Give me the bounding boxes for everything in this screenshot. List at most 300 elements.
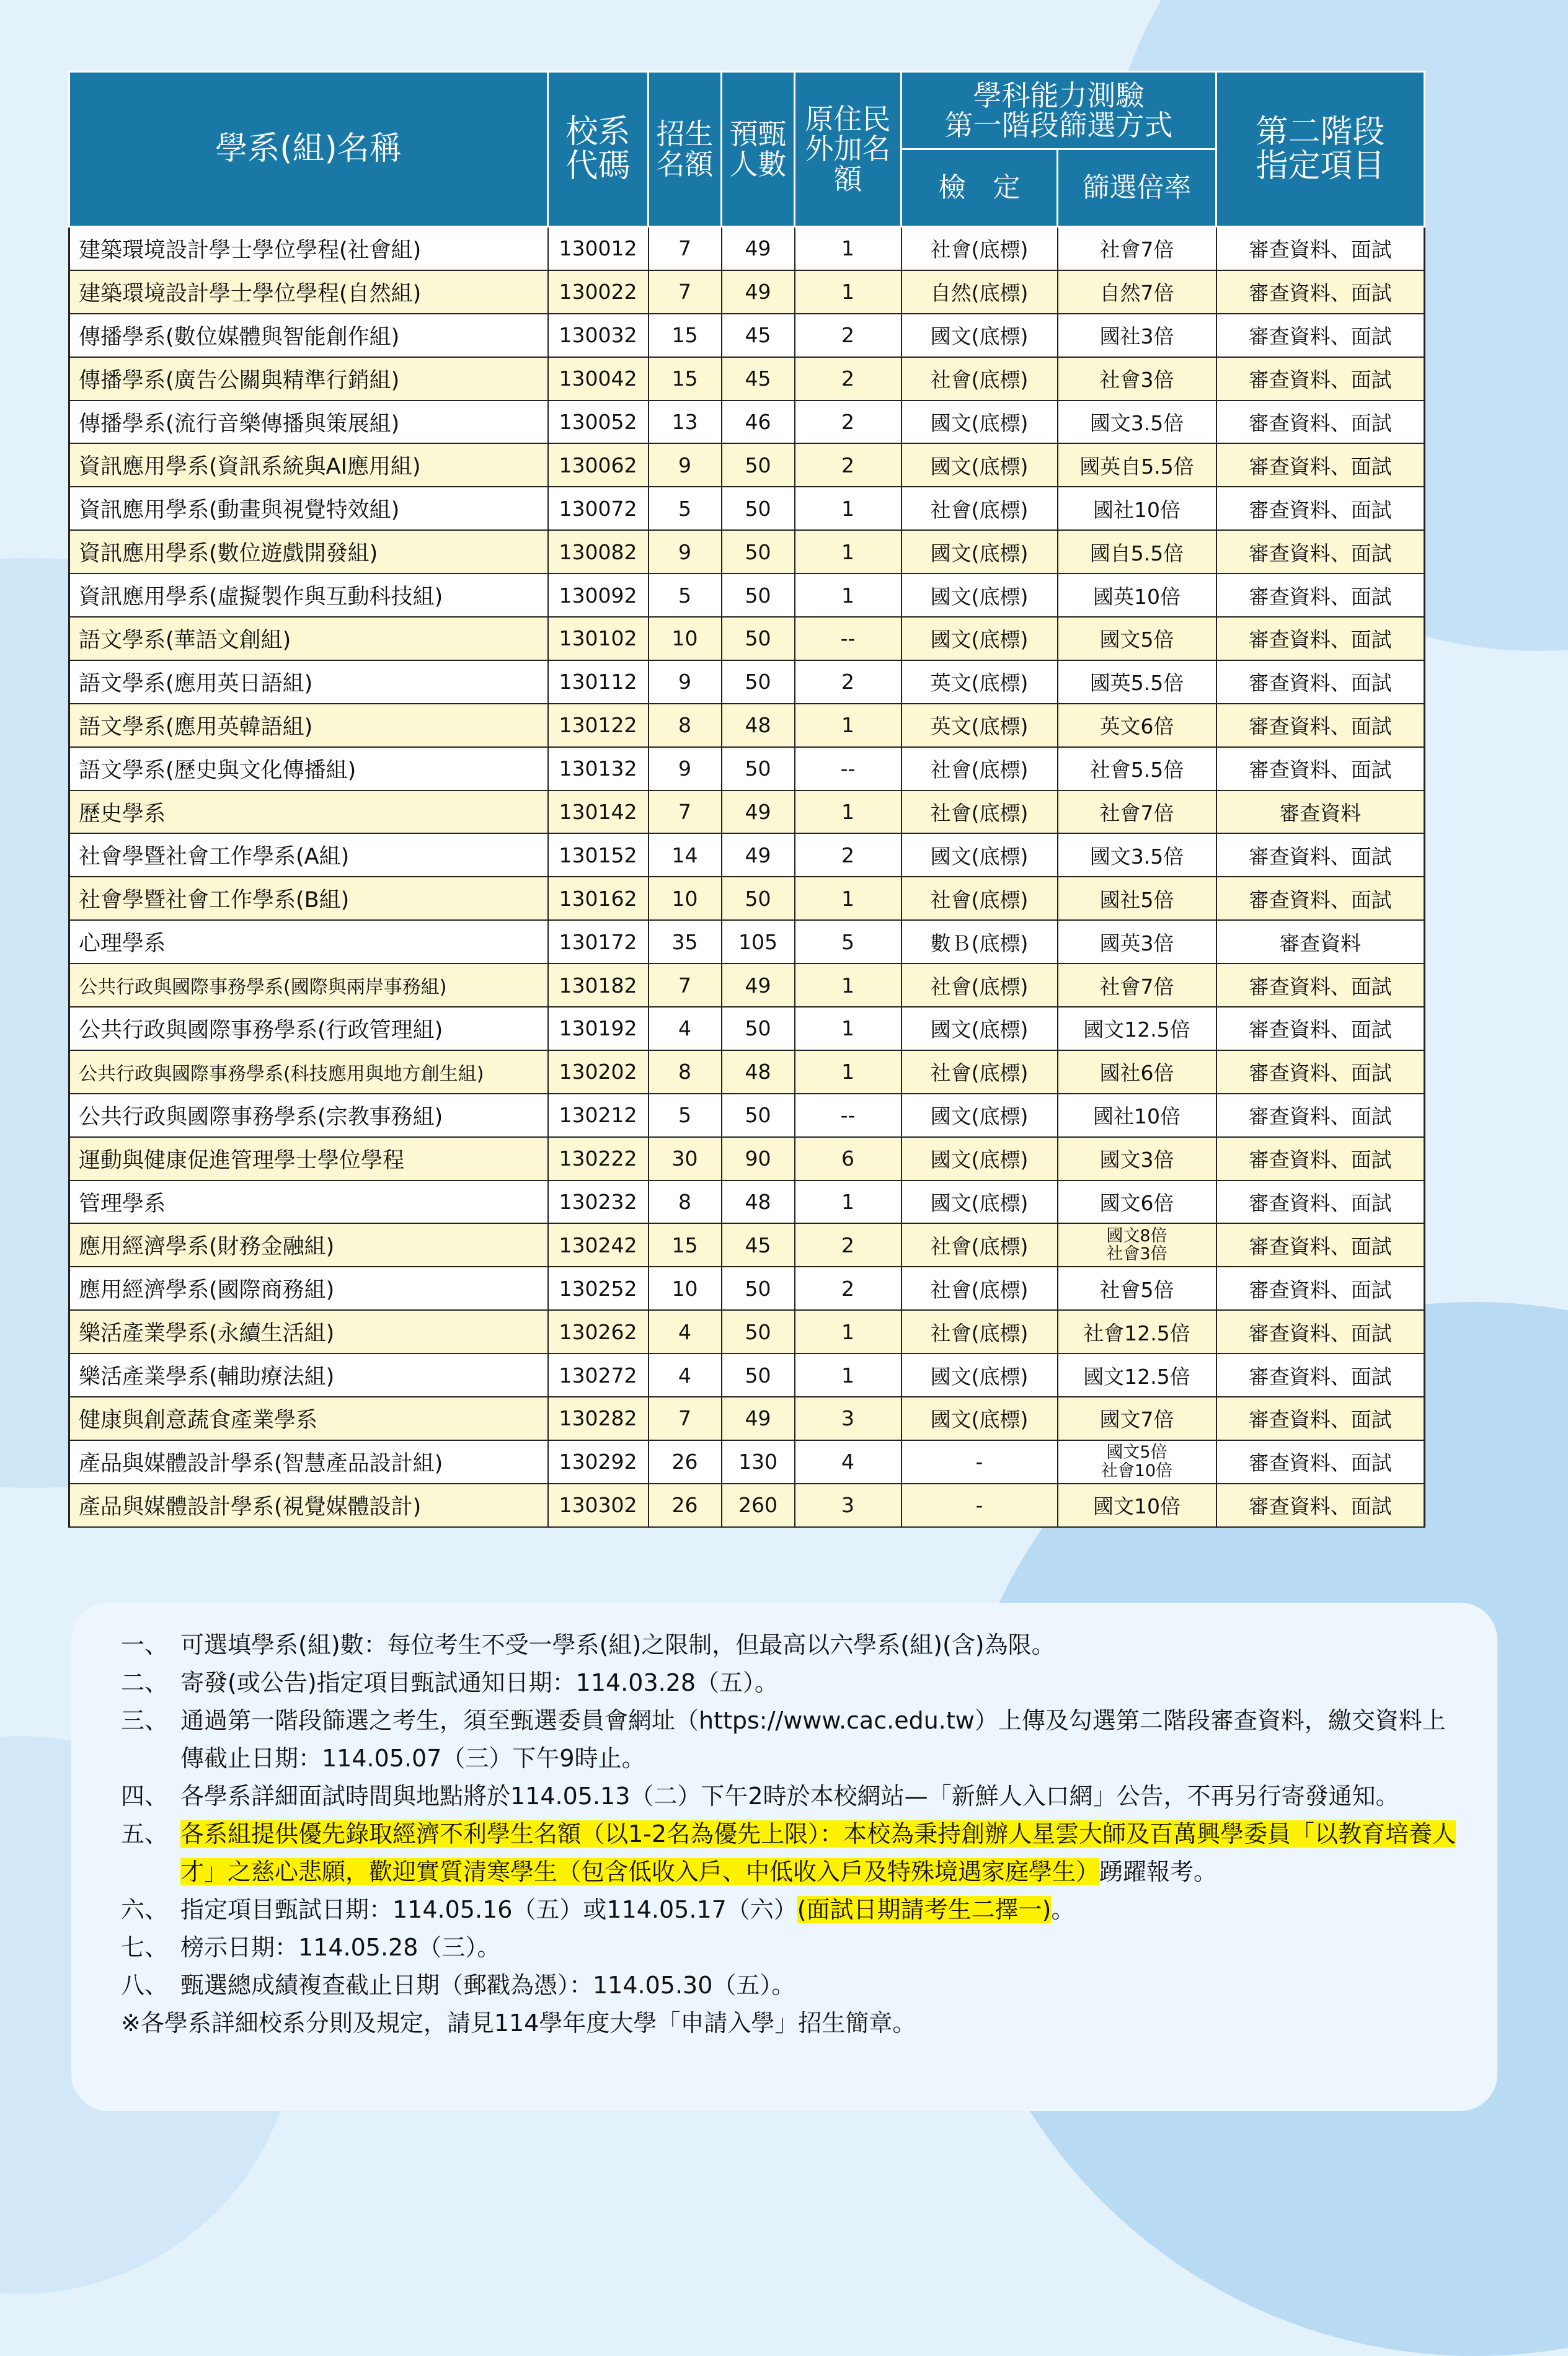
dept-name-cell: 歷史學系 — [69, 790, 548, 834]
multiplier-cell: 國英10倍 — [1058, 574, 1216, 617]
stage2-cell: 審查資料、面試 — [1216, 704, 1425, 747]
dept-name-cell: 心理學系 — [69, 920, 548, 963]
header-multiplier: 篩選倍率 — [1058, 149, 1216, 227]
dept-name-cell: 健康與創意蔬食產業學系 — [69, 1397, 548, 1440]
header-check: 檢 定 — [901, 149, 1058, 227]
expected-cell: 45 — [722, 1223, 795, 1267]
header-indigenous: 原住民 外加名額 — [795, 72, 901, 227]
code-cell: 130172 — [548, 920, 649, 963]
code-cell: 130162 — [548, 877, 649, 920]
note-highlight: 各系組提供優先錄取經濟不利學生名額（以1-2名為優先上限）：本校為秉持創辦人星雲大師及百萬興學委員「以教育培養人才」之慈心悲願，歡迎實質清寒學生（包含低收入戶、中低收入戶及特殊境遇家庭學生） — [180, 1820, 1456, 1885]
indigenous-cell: 2 — [795, 660, 901, 704]
header-gsat: 學科能力測驗 第一階段篩選方式 — [901, 72, 1216, 149]
note-text-part: 踴躍報考。 — [1099, 1858, 1218, 1885]
multiplier-cell: 自然7倍 — [1058, 270, 1216, 314]
code-cell: 130032 — [548, 314, 649, 357]
quota-cell: 15 — [649, 357, 722, 401]
indigenous-cell: 1 — [795, 1180, 901, 1224]
code-cell: 130062 — [548, 443, 649, 487]
header-quota: 招生 名額 — [649, 72, 722, 227]
dept-name-cell: 公共行政與國際事務學系(國際與兩岸事務組) — [69, 963, 548, 1007]
code-cell: 130022 — [548, 270, 649, 314]
check-cell: 國文(底標) — [901, 833, 1058, 877]
multiplier-cell: 國社5倍 — [1058, 877, 1216, 920]
table-row — [69, 617, 1425, 660]
multiplier-cell: 國文10倍 — [1058, 1484, 1216, 1527]
stage2-cell: 審查資料、面試 — [1216, 617, 1425, 660]
indigenous-cell: 1 — [795, 574, 901, 617]
dept-name-cell: 應用經濟學系(國際商務組) — [69, 1267, 548, 1310]
code-cell: 130212 — [548, 1094, 649, 1137]
code-cell: 130042 — [548, 357, 649, 401]
check-cell: 社會(底標) — [901, 1223, 1058, 1267]
indigenous-cell: 1 — [795, 704, 901, 747]
check-cell: 社會(底標) — [901, 227, 1058, 270]
table-row — [69, 747, 1425, 790]
code-cell: 130132 — [548, 747, 649, 790]
expected-cell: 50 — [722, 1310, 795, 1353]
multiplier-cell: 國文8倍 社會3倍 — [1058, 1223, 1216, 1267]
dept-name-cell: 傳播學系(廣告公關與精準行銷組) — [69, 357, 548, 401]
dept-name-cell: 管理學系 — [69, 1180, 548, 1224]
indigenous-cell: 1 — [795, 1353, 901, 1397]
expected-cell: 105 — [722, 920, 795, 963]
stage2-cell: 審查資料 — [1216, 790, 1425, 834]
note-item — [121, 2004, 1460, 2042]
note-text: 可選填學系(組)數：每位考生不受一學系(組)之限制，但最高以六學系(組)(含)為限。 — [180, 1631, 1055, 1658]
table-row — [69, 920, 1425, 963]
quota-cell: 8 — [649, 704, 722, 747]
note-number: 八、 — [121, 1972, 169, 1999]
indigenous-cell: 1 — [795, 963, 901, 1007]
dept-name-cell: 公共行政與國際事務學系(宗教事務組) — [69, 1094, 548, 1137]
dept-name-cell: 社會學暨社會工作學系(B組) — [69, 877, 548, 920]
stage2-cell: 審查資料、面試 — [1216, 270, 1425, 314]
table-row — [69, 443, 1425, 487]
check-cell: 國文(底標) — [901, 574, 1058, 617]
expected-cell: 45 — [722, 357, 795, 401]
expected-cell: 130 — [722, 1440, 795, 1484]
indigenous-cell: -- — [795, 747, 901, 790]
stage2-cell: 審查資料、面試 — [1216, 227, 1425, 270]
expected-cell: 49 — [722, 833, 795, 877]
dept-name-cell: 語文學系(應用英日語組) — [69, 660, 548, 704]
note-number: 七、 — [121, 1934, 169, 1961]
stage2-cell: 審查資料、面試 — [1216, 1094, 1425, 1137]
code-cell: 130082 — [548, 530, 649, 574]
expected-cell: 50 — [722, 617, 795, 660]
dept-name-cell: 應用經濟學系(財務金融組) — [69, 1223, 548, 1267]
dept-name-cell: 樂活產業學系(輔助療法組) — [69, 1353, 548, 1397]
table-row — [69, 1137, 1425, 1180]
quota-cell: 10 — [649, 877, 722, 920]
code-cell: 130272 — [548, 1353, 649, 1397]
note-item — [121, 1891, 1460, 1929]
code-cell: 130182 — [548, 963, 649, 1007]
quota-cell: 9 — [649, 747, 722, 790]
multiplier-cell: 國文3.5倍 — [1058, 401, 1216, 444]
multiplier-cell: 國英自5.5倍 — [1058, 443, 1216, 487]
indigenous-cell: 3 — [795, 1484, 901, 1527]
stage2-cell: 審查資料、面試 — [1216, 1440, 1425, 1484]
expected-cell: 46 — [722, 401, 795, 444]
multiplier-cell: 社會7倍 — [1058, 790, 1216, 834]
multiplier-cell: 社會3倍 — [1058, 357, 1216, 401]
indigenous-cell: 2 — [795, 314, 901, 357]
note-number: 三、 — [121, 1707, 169, 1734]
multiplier-cell: 國社6倍 — [1058, 1050, 1216, 1094]
expected-cell: 45 — [722, 314, 795, 357]
note-item — [121, 1702, 1460, 1778]
note-text: 寄發(或公告)指定項目甄試通知日期：114.03.28（五）。 — [180, 1669, 779, 1696]
dept-name-cell: 產品與媒體設計學系(視覺媒體設計) — [69, 1484, 548, 1527]
indigenous-cell: 2 — [795, 401, 901, 444]
code-cell: 130012 — [548, 227, 649, 270]
multiplier-cell: 國文3.5倍 — [1058, 833, 1216, 877]
dept-name-cell: 公共行政與國際事務學系(行政管理組) — [69, 1007, 548, 1050]
multiplier-cell: 國文12.5倍 — [1058, 1007, 1216, 1050]
note-number: 六、 — [121, 1896, 169, 1923]
quota-cell: 5 — [649, 574, 722, 617]
note-item — [121, 1815, 1460, 1891]
stage2-cell: 審查資料、面試 — [1216, 443, 1425, 487]
dept-name-cell: 產品與媒體設計學系(智慧產品設計組) — [69, 1440, 548, 1484]
note-number: 一、 — [121, 1631, 169, 1658]
check-cell: 社會(底標) — [901, 1267, 1058, 1310]
notes-panel — [71, 1603, 1497, 2111]
check-cell: 社會(底標) — [901, 963, 1058, 1007]
note-number: 五、 — [121, 1820, 169, 1848]
dept-name-cell: 語文學系(應用英韓語組) — [69, 704, 548, 747]
stage2-cell: 審查資料、面試 — [1216, 963, 1425, 1007]
indigenous-cell: 1 — [795, 790, 901, 834]
quota-cell: 5 — [649, 487, 722, 530]
stage2-cell: 審查資料、面試 — [1216, 357, 1425, 401]
table-row — [69, 704, 1425, 747]
quota-cell: 7 — [649, 270, 722, 314]
check-cell: 國文(底標) — [901, 1397, 1058, 1440]
multiplier-cell: 國自5.5倍 — [1058, 530, 1216, 574]
table-row — [69, 574, 1425, 617]
expected-cell: 260 — [722, 1484, 795, 1527]
check-cell: 社會(底標) — [901, 747, 1058, 790]
expected-cell: 50 — [722, 747, 795, 790]
code-cell: 130052 — [548, 401, 649, 444]
check-cell: 國文(底標) — [901, 314, 1058, 357]
dept-name-cell: 社會學暨社會工作學系(A組) — [69, 833, 548, 877]
code-cell: 130262 — [548, 1310, 649, 1353]
check-cell: 國文(底標) — [901, 617, 1058, 660]
expected-cell: 50 — [722, 487, 795, 530]
code-cell: 130122 — [548, 704, 649, 747]
note-text: ※各學系詳細校系分則及規定，請見114學年度大學「申請入學」招生簡章。 — [121, 2009, 916, 2037]
expected-cell: 90 — [722, 1137, 795, 1180]
code-cell: 130092 — [548, 574, 649, 617]
expected-cell: 48 — [722, 1180, 795, 1224]
expected-cell: 50 — [722, 1267, 795, 1310]
note-item — [121, 1778, 1460, 1815]
indigenous-cell: -- — [795, 617, 901, 660]
stage2-cell: 審查資料、面試 — [1216, 1007, 1425, 1050]
dept-name-cell: 語文學系(華語文創組) — [69, 617, 548, 660]
code-cell: 130112 — [548, 660, 649, 704]
indigenous-cell: 2 — [795, 833, 901, 877]
dept-name-cell: 語文學系(歷史與文化傳播組) — [69, 747, 548, 790]
table-row — [69, 1267, 1425, 1310]
expected-cell: 50 — [722, 660, 795, 704]
stage2-cell: 審查資料、面試 — [1216, 877, 1425, 920]
check-cell: 國文(底標) — [901, 1007, 1058, 1050]
table-row — [69, 314, 1425, 357]
table-body — [69, 227, 1425, 1527]
quota-cell: 4 — [649, 1310, 722, 1353]
stage2-cell: 審查資料、面試 — [1216, 1180, 1425, 1224]
quota-cell: 7 — [649, 227, 722, 270]
stage2-cell: 審查資料、面試 — [1216, 487, 1425, 530]
quota-cell: 13 — [649, 401, 722, 444]
check-cell: 社會(底標) — [901, 1050, 1058, 1094]
table-row — [69, 1007, 1425, 1050]
code-cell: 130292 — [548, 1440, 649, 1484]
stage2-cell: 審查資料、面試 — [1216, 1484, 1425, 1527]
indigenous-cell: -- — [795, 1094, 901, 1137]
quota-cell: 26 — [649, 1440, 722, 1484]
note-number: 四、 — [121, 1782, 169, 1810]
dept-name-cell: 資訊應用學系(動畫與視覺特效組) — [69, 487, 548, 530]
note-text: 甄選總成績複查截止日期（郵戳為憑）：114.05.30（五）。 — [180, 1972, 795, 1999]
stage2-cell: 審查資料、面試 — [1216, 530, 1425, 574]
table-row — [69, 401, 1425, 444]
check-cell: - — [901, 1484, 1058, 1527]
dept-name-cell: 建築環境設計學士學位學程(社會組) — [69, 227, 548, 270]
header-stage2: 第二階段 指定項目 — [1216, 72, 1425, 227]
code-cell: 130072 — [548, 487, 649, 530]
note-text — [180, 1891, 1460, 1929]
quota-cell: 9 — [649, 660, 722, 704]
table-row — [69, 963, 1425, 1007]
expected-cell: 49 — [722, 963, 795, 1007]
expected-cell: 49 — [722, 790, 795, 834]
table-row — [69, 1094, 1425, 1137]
quota-cell: 9 — [649, 443, 722, 487]
check-cell: 社會(底標) — [901, 790, 1058, 834]
expected-cell: 50 — [722, 1353, 795, 1397]
check-cell: 國文(底標) — [901, 530, 1058, 574]
expected-cell: 50 — [722, 530, 795, 574]
multiplier-cell: 社會12.5倍 — [1058, 1310, 1216, 1353]
multiplier-cell: 社會5倍 — [1058, 1267, 1216, 1310]
indigenous-cell: 1 — [795, 1007, 901, 1050]
expected-cell: 49 — [722, 270, 795, 314]
check-cell: 社會(底標) — [901, 357, 1058, 401]
stage2-cell: 審查資料、面試 — [1216, 1223, 1425, 1267]
multiplier-cell: 國英5.5倍 — [1058, 660, 1216, 704]
table-row — [69, 1440, 1425, 1484]
check-cell: 國文(底標) — [901, 401, 1058, 444]
stage2-cell: 審查資料、面試 — [1216, 401, 1425, 444]
dept-name-cell: 資訊應用學系(虛擬製作與互動科技組) — [69, 574, 548, 617]
note-text-part: 指定項目甄試日期：114.05.16（五）或114.05.17（六） — [180, 1896, 797, 1923]
dept-name-cell: 公共行政與國際事務學系(科技應用與地方創生組) — [69, 1050, 548, 1094]
code-cell: 130142 — [548, 790, 649, 834]
expected-cell: 49 — [722, 1397, 795, 1440]
quota-cell: 8 — [649, 1050, 722, 1094]
note-number: 二、 — [121, 1669, 169, 1696]
expected-cell: 48 — [722, 704, 795, 747]
table-row — [69, 270, 1425, 314]
indigenous-cell: 1 — [795, 1050, 901, 1094]
quota-cell: 15 — [649, 314, 722, 357]
multiplier-cell: 國文5倍 社會10倍 — [1058, 1440, 1216, 1484]
quota-cell: 9 — [649, 530, 722, 574]
code-cell: 130232 — [548, 1180, 649, 1224]
note-item — [121, 1967, 1460, 2004]
multiplier-cell: 國文3倍 — [1058, 1137, 1216, 1180]
quota-cell: 10 — [649, 1267, 722, 1310]
table-row — [69, 833, 1425, 877]
quota-cell: 15 — [649, 1223, 722, 1267]
indigenous-cell: 2 — [795, 443, 901, 487]
dept-name-cell: 資訊應用學系(數位遊戲開發組) — [69, 530, 548, 574]
indigenous-cell: 1 — [795, 270, 901, 314]
quota-cell: 14 — [649, 833, 722, 877]
note-item — [121, 1664, 1460, 1702]
check-cell: 國文(底標) — [901, 1094, 1058, 1137]
indigenous-cell: 1 — [795, 530, 901, 574]
admissions-table — [68, 71, 1425, 1528]
indigenous-cell: 2 — [795, 1267, 901, 1310]
code-cell: 130152 — [548, 833, 649, 877]
multiplier-cell: 國社10倍 — [1058, 487, 1216, 530]
table-row — [69, 487, 1425, 530]
note-text — [180, 1815, 1460, 1891]
multiplier-cell: 社會7倍 — [1058, 963, 1216, 1007]
code-cell: 130222 — [548, 1137, 649, 1180]
indigenous-cell: 5 — [795, 920, 901, 963]
table-row — [69, 1223, 1425, 1267]
dept-name-cell: 樂活產業學系(永續生活組) — [69, 1310, 548, 1353]
table-row — [69, 660, 1425, 704]
quota-cell: 10 — [649, 617, 722, 660]
expected-cell: 50 — [722, 1007, 795, 1050]
check-cell: 社會(底標) — [901, 487, 1058, 530]
multiplier-cell: 國文6倍 — [1058, 1180, 1216, 1224]
multiplier-cell: 國文7倍 — [1058, 1397, 1216, 1440]
quota-cell: 5 — [649, 1094, 722, 1137]
code-cell: 130192 — [548, 1007, 649, 1050]
dept-name-cell: 建築環境設計學士學位學程(自然組) — [69, 270, 548, 314]
header-dept: 學系(組)名稱 — [69, 72, 548, 227]
quota-cell: 26 — [649, 1484, 722, 1527]
multiplier-cell: 社會7倍 — [1058, 227, 1216, 270]
notes-list — [121, 1626, 1460, 2042]
indigenous-cell: 2 — [795, 1223, 901, 1267]
quota-cell: 7 — [649, 963, 722, 1007]
check-cell: 社會(底標) — [901, 1310, 1058, 1353]
expected-cell: 49 — [722, 227, 795, 270]
table-row — [69, 1310, 1425, 1353]
note-text: 榜示日期：114.05.28（三）。 — [180, 1934, 501, 1961]
multiplier-cell: 國社10倍 — [1058, 1094, 1216, 1137]
dept-name-cell: 資訊應用學系(資訊系統與AI應用組) — [69, 443, 548, 487]
indigenous-cell: 2 — [795, 357, 901, 401]
table-row — [69, 877, 1425, 920]
expected-cell: 50 — [722, 877, 795, 920]
header-code: 校系 代碼 — [548, 72, 649, 227]
note-item — [121, 1929, 1460, 1967]
indigenous-cell: 1 — [795, 227, 901, 270]
header-expected: 預甄 人數 — [722, 72, 795, 227]
expected-cell: 50 — [722, 574, 795, 617]
indigenous-cell: 1 — [795, 877, 901, 920]
table-row — [69, 1484, 1425, 1527]
quota-cell: 35 — [649, 920, 722, 963]
check-cell: 社會(底標) — [901, 877, 1058, 920]
table-row — [69, 1050, 1425, 1094]
code-cell: 130202 — [548, 1050, 649, 1094]
check-cell: 英文(底標) — [901, 660, 1058, 704]
indigenous-cell: 3 — [795, 1397, 901, 1440]
expected-cell: 50 — [722, 443, 795, 487]
indigenous-cell: 1 — [795, 487, 901, 530]
quota-cell: 4 — [649, 1007, 722, 1050]
stage2-cell: 審查資料、面試 — [1216, 747, 1425, 790]
quota-cell: 7 — [649, 790, 722, 834]
indigenous-cell: 6 — [795, 1137, 901, 1180]
note-highlight: (面試日期請考生二擇一) — [797, 1896, 1052, 1923]
stage2-cell: 審查資料、面試 — [1216, 574, 1425, 617]
stage2-cell: 審查資料 — [1216, 920, 1425, 963]
quota-cell: 4 — [649, 1353, 722, 1397]
note-item — [121, 1626, 1460, 1664]
code-cell: 130302 — [548, 1484, 649, 1527]
code-cell: 130282 — [548, 1397, 649, 1440]
stage2-cell: 審查資料、面試 — [1216, 1397, 1425, 1440]
note-text: 通過第一階段篩選之考生，須至甄選委員會網址（https://www.cac.edu.tw）上傳及勾選第二階段審查資料，繳交資料上傳截止日期：114.05.07（三）下午9時止。 — [180, 1707, 1446, 1772]
check-cell: 國文(底標) — [901, 1180, 1058, 1224]
quota-cell: 30 — [649, 1137, 722, 1180]
multiplier-cell: 國文5倍 — [1058, 617, 1216, 660]
multiplier-cell: 社會5.5倍 — [1058, 747, 1216, 790]
stage2-cell: 審查資料、面試 — [1216, 1310, 1425, 1353]
note-text-part: 。 — [1051, 1896, 1075, 1923]
table-row — [69, 1353, 1425, 1397]
table-row — [69, 790, 1425, 834]
multiplier-cell: 國文12.5倍 — [1058, 1353, 1216, 1397]
indigenous-cell: 1 — [795, 1310, 901, 1353]
table-row — [69, 1397, 1425, 1440]
quota-cell: 8 — [649, 1180, 722, 1224]
check-cell: 數Ｂ(底標) — [901, 920, 1058, 963]
table-row — [69, 227, 1425, 270]
quota-cell: 7 — [649, 1397, 722, 1440]
multiplier-cell: 國英3倍 — [1058, 920, 1216, 963]
check-cell: 國文(底標) — [901, 1137, 1058, 1180]
check-cell: 國文(底標) — [901, 1353, 1058, 1397]
check-cell: 自然(底標) — [901, 270, 1058, 314]
table-row — [69, 530, 1425, 574]
stage2-cell: 審查資料、面試 — [1216, 314, 1425, 357]
stage2-cell: 審查資料、面試 — [1216, 660, 1425, 704]
check-cell: 英文(底標) — [901, 704, 1058, 747]
stage2-cell: 審查資料、面試 — [1216, 1353, 1425, 1397]
code-cell: 130242 — [548, 1223, 649, 1267]
table-row — [69, 1180, 1425, 1224]
check-cell: - — [901, 1440, 1058, 1484]
multiplier-cell: 英文6倍 — [1058, 704, 1216, 747]
expected-cell: 50 — [722, 1094, 795, 1137]
stage2-cell: 審查資料、面試 — [1216, 833, 1425, 877]
